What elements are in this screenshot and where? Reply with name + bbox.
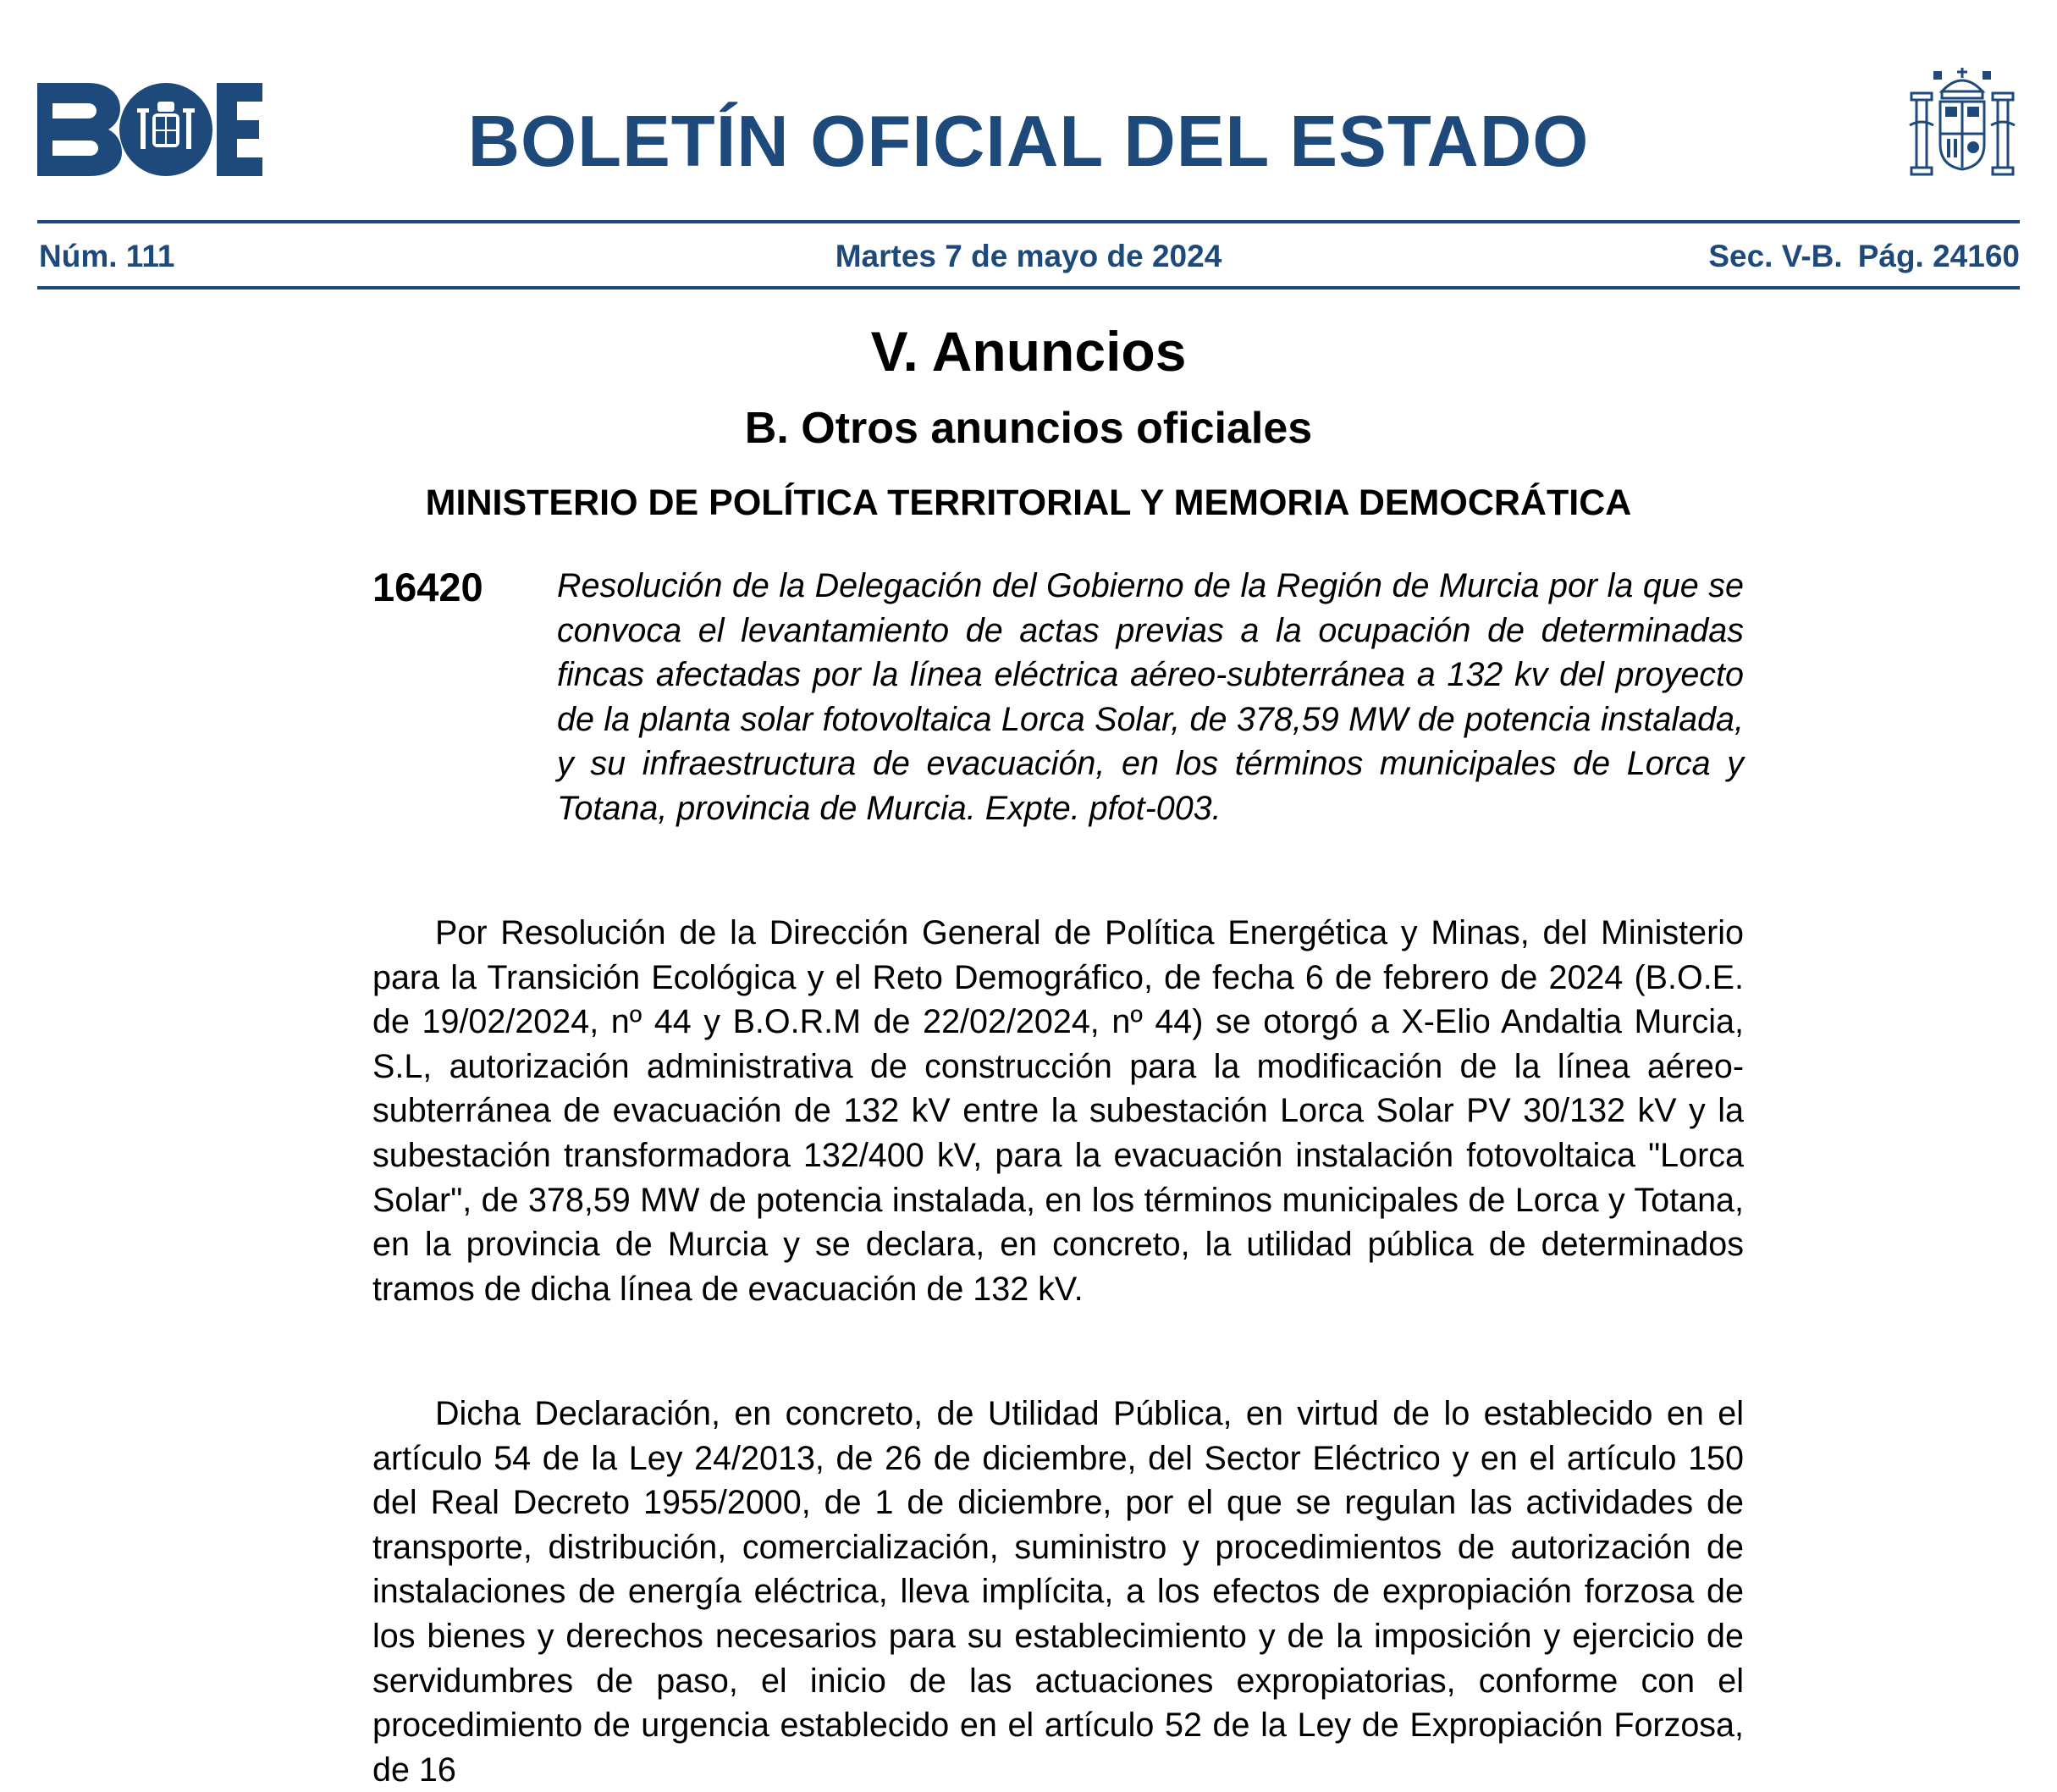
publication-title: BOLETÍN OFICIAL DEL ESTADO xyxy=(467,102,1590,182)
body-paragraph: Por Resolución de la Dirección General de Política Energética y Minas, del Ministerio para la Transición Ecológica y el Reto Demográfico, de fecha 6 de febrero de 2024 (B.O.E. de 19/02/2024, nº 44 y B.O.R.M de 22/02/2024, nº 44) se otorgó a X-Elio Andaltia Murcia, S.L, autorización administrativa de construcción para la modificación de la línea aéreo-subterránea de evacuación de 132 kV entre la subestación Lorca Solar PV 30/132 kV y la subestación transformadora 132/400 kV, para la evacuación instalación fotovoltaica "Lorca Solar", de 378,59 MW de potencia instalada, en los términos municipales de Lorca y Totana, en la provincia de Murcia y se declara, en concreto, la utilidad pública de determinados tramos de dicha línea de evacuación de 132 kV. xyxy=(372,914,1744,1308)
coat-of-arms-icon xyxy=(1908,66,2016,181)
header-rule-bottom xyxy=(37,286,2020,289)
issue-date: Martes 7 de mayo de 2024 xyxy=(835,239,1222,273)
section-and-page xyxy=(1708,235,2020,278)
page-label: Pág. 24160 xyxy=(1857,239,2020,273)
announcement-number: 16420 xyxy=(372,565,483,609)
body-paragraph: Dicha Declaración, en concreto, de Utilidad Pública, en virtud de lo establecido en el artículo 54 de la Ley 24/2013, de 26 de diciembre, del Sector Eléctrico y en el artículo 150 del Real Decreto 1955/2000, de 1 de diciembre, por el que se regulan las actividades de transporte, distribución, comercialización, suministro y procedimientos de autorización de instalaciones de energía eléctrica, lleva implícita, a los efectos de expropiación forzosa de los bienes y derechos necesarios para su establecimiento y de la imposición y ejercicio de servidumbres de paso, el inicio de las actuaciones expropiatorias, conforme con el procedimiento de urgencia establecido en el artículo 52 de la Ley de Expropiación Forzosa, de 16 xyxy=(372,1395,1744,1789)
ministry-heading: MINISTERIO DE POLÍTICA TERRITORIAL Y MEMORIA DEMOCRÁTICA xyxy=(425,482,1632,523)
header-rule-top xyxy=(37,220,2020,223)
subsection-heading: B. Otros anuncios oficiales xyxy=(744,404,1313,453)
issue-number: Núm. 111 xyxy=(39,239,175,273)
announcement-title: Resolución de la Delegación del Gobierno de la Región de Murcia por la que se convoca el levantamiento de actas previas a la ocupación de determinadas fincas afectadas por la línea eléctrica aéreo-subterránea a 132 kv del proyecto de la planta solar fotovoltaica Lorca Solar, de 378,59 MW de potencia instalada, y su infraestructura de evacuación, en los términos municipales de Lorca y Totana, provincia de Murcia. Expte. pfot-003. xyxy=(557,567,1744,827)
section-label: Sec. V-B. xyxy=(1708,239,1843,273)
section-heading: V. Anuncios xyxy=(870,320,1187,383)
